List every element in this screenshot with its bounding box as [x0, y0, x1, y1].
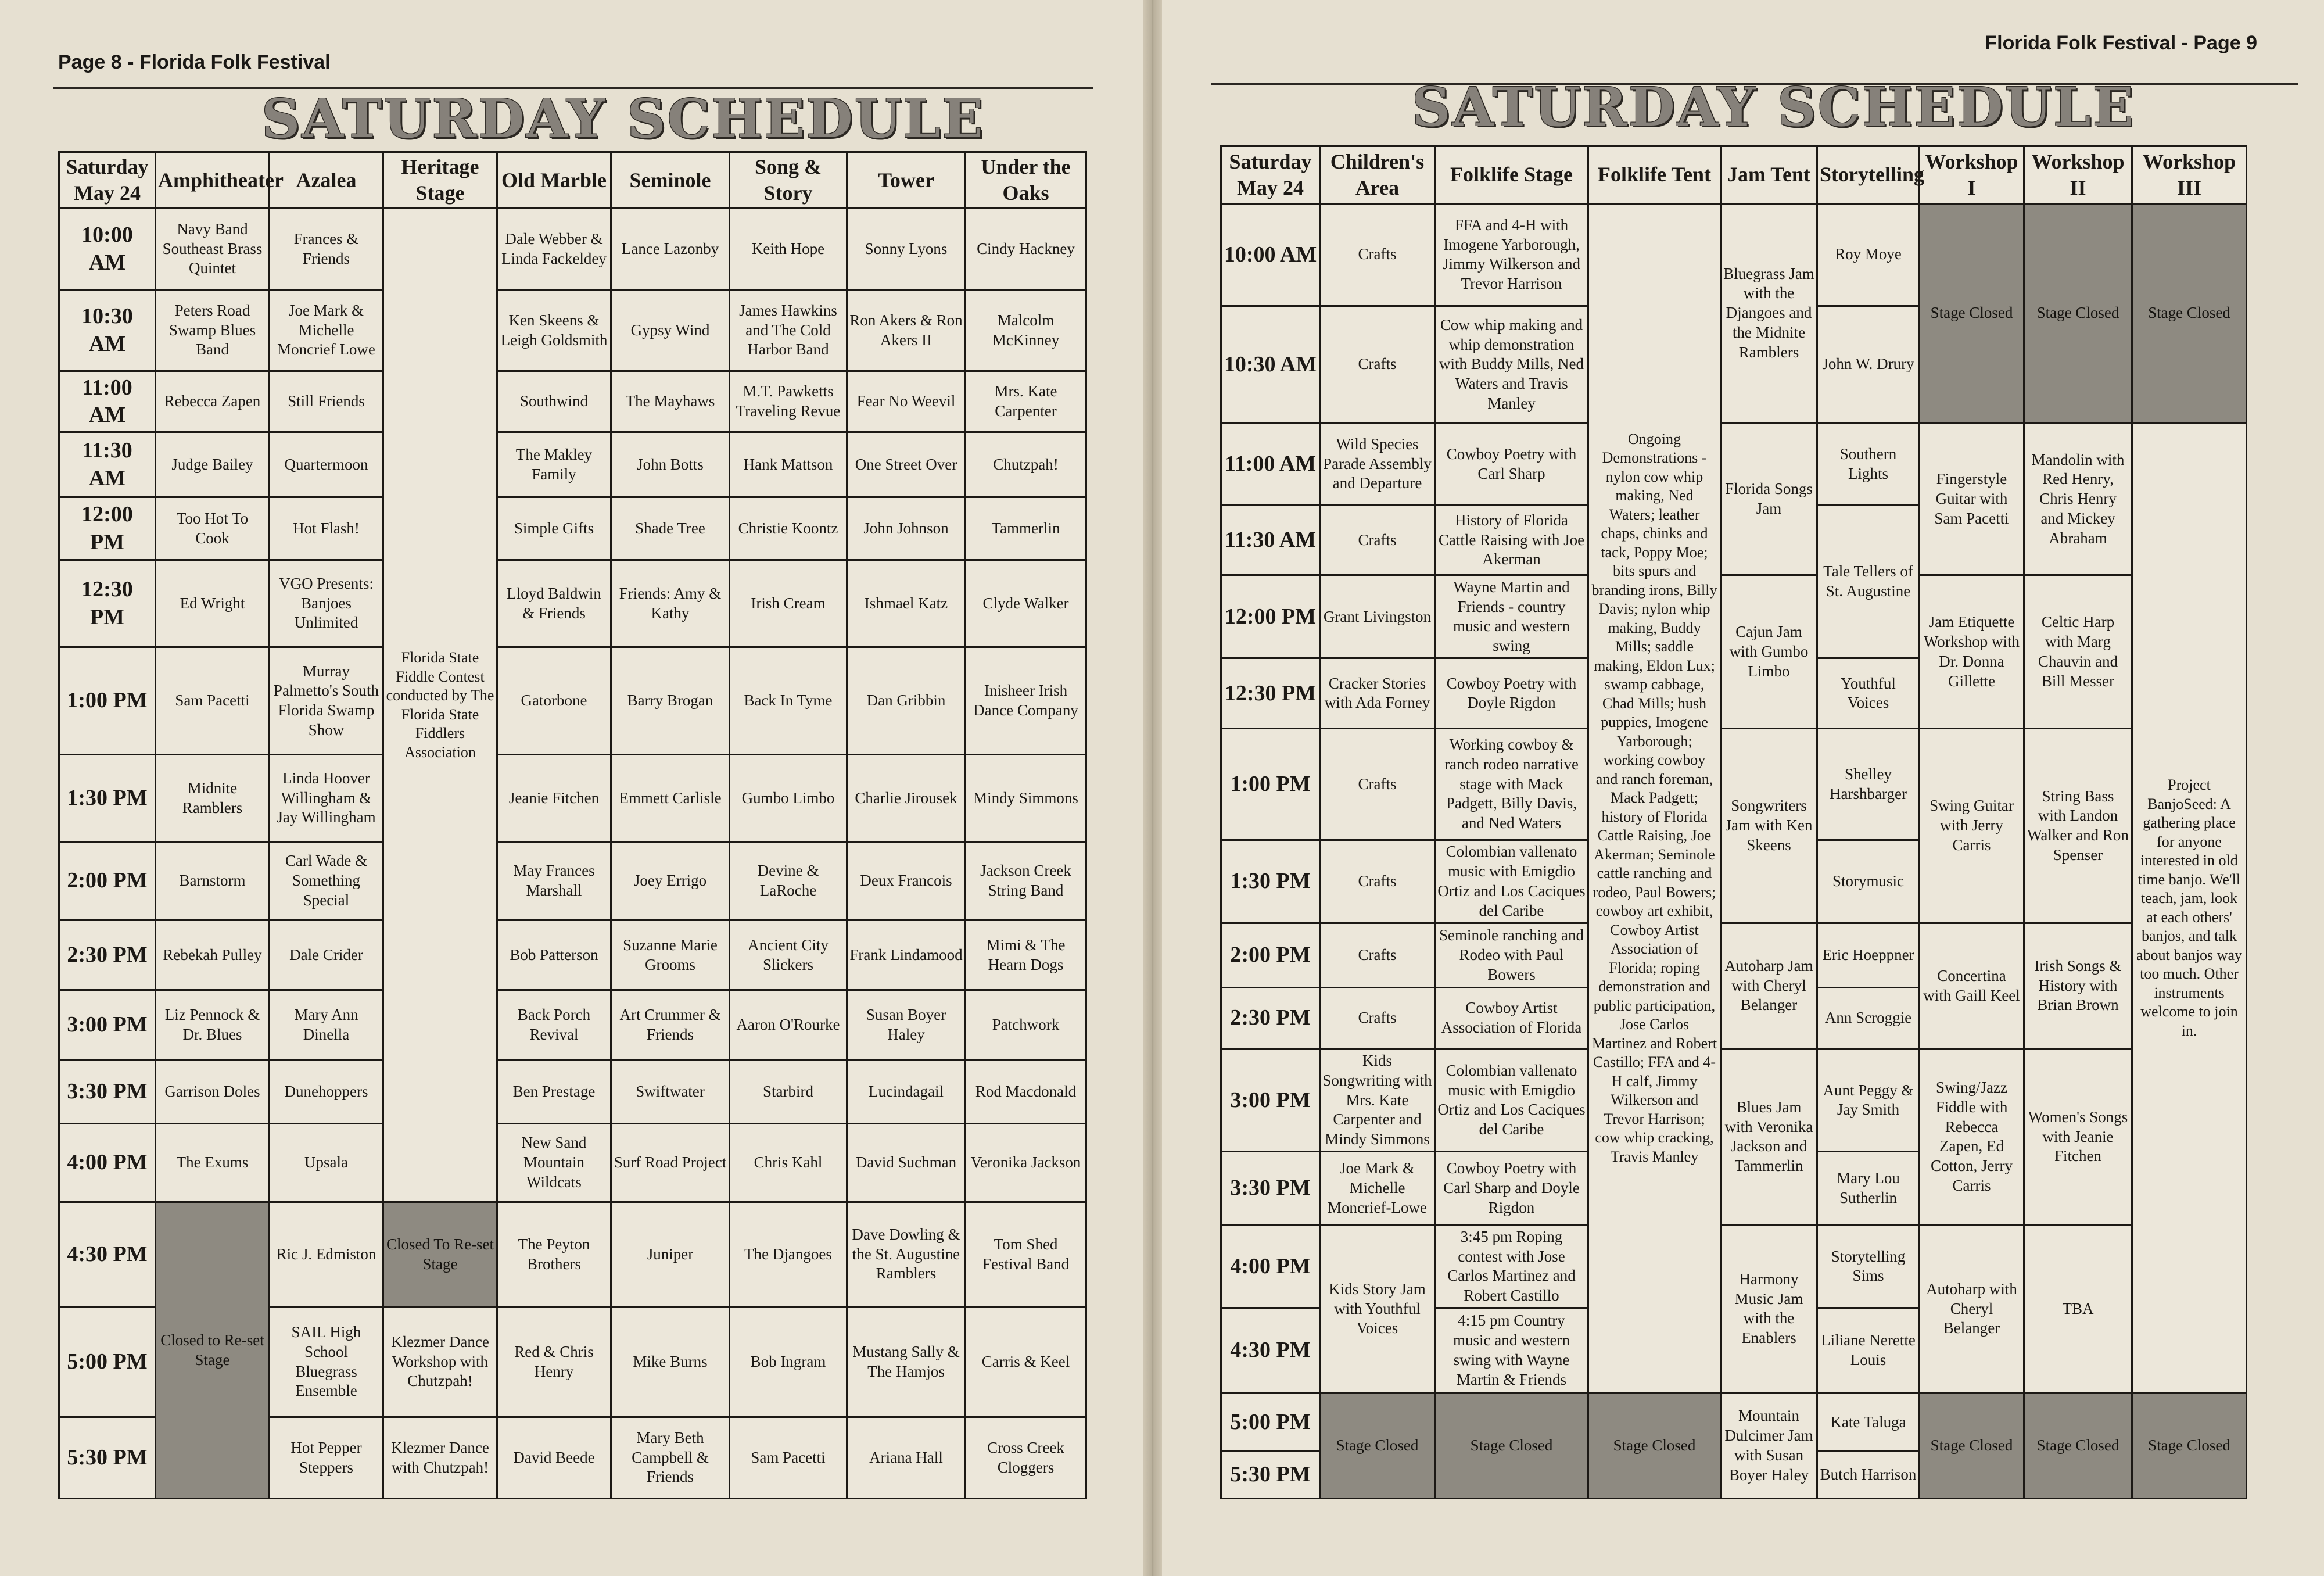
page-gutter [1143, 0, 1162, 1576]
schedule-cell: Women's Songs with Jeanie Fitchen [2024, 1049, 2132, 1225]
schedule-cell: Mindy Simmons [966, 755, 1086, 842]
schedule-cell: Rebekah Pulley [156, 920, 270, 990]
schedule-cell: Ann Scroggie [1817, 987, 1920, 1049]
schedule-cell: Crafts [1320, 505, 1435, 575]
schedule-cell: Crafts [1320, 203, 1435, 306]
schedule-cell: Mimi & The Hearn Dogs [966, 920, 1086, 990]
schedule-cell: Southwind [497, 371, 611, 432]
closed-cell: Stage Closed [1920, 203, 2024, 423]
time-cell: 12:30 PM [59, 560, 156, 647]
schedule-cell: Sam Pacetti [730, 1417, 847, 1499]
time-cell: 4:30 PM [59, 1202, 156, 1307]
schedule-cell: Seminole ranching and Rodeo with Paul Bowers [1435, 923, 1588, 987]
schedule-cell: Inisheer Irish Dance Company [966, 647, 1086, 755]
schedule-cell: Crafts [1320, 840, 1435, 923]
column-header: Azalea [270, 152, 383, 209]
schedule-cell: Barry Brogan [611, 647, 730, 755]
column-header: Saturday May 24 [59, 152, 156, 209]
schedule-cell: May Frances Marshall [497, 842, 611, 920]
schedule-cell: Cow whip making and whip demonstration with Buddy Mills, Ned Waters and Travis Manley [1435, 306, 1588, 423]
closed-cell: Stage Closed [2024, 1393, 2132, 1498]
schedule-cell: Florida Songs Jam [1721, 423, 1817, 575]
time-cell: 12:00 PM [59, 497, 156, 560]
left-page [0, 0, 1143, 1576]
schedule-cell: Wild Species Parade Assembly and Departure [1320, 423, 1435, 505]
schedule-cell: Shade Tree [611, 497, 730, 560]
schedule-cell: Keith Hope [730, 209, 847, 290]
schedule-cell: Chutzpah! [966, 432, 1086, 497]
schedule-cell: Songwriters Jam with Ken Skeens [1721, 729, 1817, 923]
schedule-cell: Ancient City Slickers [730, 920, 847, 990]
page-title: SATURDAY SCHEDULE [1412, 76, 2135, 138]
schedule-cell: Ken Skeens & Leigh Goldsmith [497, 290, 611, 371]
schedule-cell: Juniper [611, 1202, 730, 1307]
schedule-cell: VGO Presents: Banjoes Unlimited [270, 560, 383, 647]
schedule-cell: Fear No Weevil [847, 371, 966, 432]
time-cell: 4:00 PM [59, 1124, 156, 1202]
schedule-cell: Dan Gribbin [847, 647, 966, 755]
schedule-cell: Emmett Carlisle [611, 755, 730, 842]
schedule-table [1220, 145, 2247, 1499]
schedule-cell: Jeanie Fitchen [497, 755, 611, 842]
schedule-cell: Klezmer Dance Workshop with Chutzpah! [383, 1307, 497, 1417]
schedule-cell: Starbird [730, 1060, 847, 1124]
time-cell: 2:30 PM [59, 920, 156, 990]
schedule-cell: Ongoing Demonstrations - nylon cow whip making, Ned Waters; leather chaps, chinks and tack, Poppy Moe; bits spurs and branding irons, Billy Davis; nylon whip making, Buddy Mills; saddle making, Eldon Lux; swamp cabbage, Chad Mills; hush puppies, Imogene Yarborough; working cowboy and ranch foreman, Mack Padgett; history of Florida Cattle Raising, Joe Akerman; Seminole cattle ranching and rodeo, Paul Bowers; cowboy art exhibit, Cowboy Artist Association of Florida; roping demonstration and public participation, Jose Carlos Martinez and Robert Castillo; FFA and 4-H calf, Jimmy Wilkerson and Trevor Harrison; cow whip cracking, Travis Manley [1588, 203, 1721, 1393]
schedule-cell: John Botts [611, 432, 730, 497]
schedule-cell: Gatorbone [497, 647, 611, 755]
schedule-cell: 4:15 pm Country music and western swing with Wayne Martin & Friends [1435, 1308, 1588, 1393]
schedule-cell: Bob Ingram [730, 1307, 847, 1417]
time-cell: 10:00 AM [59, 209, 156, 290]
schedule-cell: Kate Taluga [1817, 1393, 1920, 1452]
schedule-cell: Working cowboy & ranch rodeo narrative stage with Mack Padgett, Billy Davis, and Ned Waters [1435, 729, 1588, 840]
schedule-cell: Art Crummer & Friends [611, 990, 730, 1060]
column-header: Folklife Stage [1435, 146, 1588, 204]
schedule-cell: Liliane Nerette Louis [1817, 1308, 1920, 1393]
schedule-cell: Southern Lights [1817, 423, 1920, 505]
schedule-cell: Kids Story Jam with Youthful Voices [1320, 1225, 1435, 1393]
schedule-cell: 3:45 pm Roping contest with Jose Carlos Martinez and Robert Castillo [1435, 1225, 1588, 1308]
schedule-cell: Surf Road Project [611, 1124, 730, 1202]
schedule-cell: Devine & LaRoche [730, 842, 847, 920]
schedule-cell: Gumbo Limbo [730, 755, 847, 842]
schedule-cell: Bob Patterson [497, 920, 611, 990]
time-cell: 2:30 PM [1221, 987, 1320, 1049]
schedule-cell: Dunehoppers [270, 1060, 383, 1124]
schedule-cell: Dale Webber & Linda Fackeldey [497, 209, 611, 290]
schedule-cell: Charlie Jirousek [847, 755, 966, 842]
schedule-cell: Joe Mark & Michelle Moncrief Lowe [270, 290, 383, 371]
schedule-cell: Susan Boyer Haley [847, 990, 966, 1060]
schedule-cell: Cross Creek Cloggers [966, 1417, 1086, 1499]
schedule-cell: Butch Harrison [1817, 1452, 1920, 1499]
schedule-cell: Crafts [1320, 729, 1435, 840]
column-header: Song & Story [730, 152, 847, 209]
schedule-cell: Tom Shed Festival Band [966, 1202, 1086, 1307]
schedule-cell: M.T. Pawketts Traveling Revue [730, 371, 847, 432]
schedule-cell: Joe Mark & Michelle Moncrief-Lowe [1320, 1152, 1435, 1225]
schedule-cell: Peters Road Swamp Blues Band [156, 290, 270, 371]
schedule-cell: John W. Drury [1817, 306, 1920, 423]
schedule-cell: Grant Livingston [1320, 575, 1435, 658]
schedule-cell: Aaron O'Rourke [730, 990, 847, 1060]
time-cell: 3:30 PM [59, 1060, 156, 1124]
schedule-cell: Carl Wade & Something Special [270, 842, 383, 920]
schedule-cell: Cindy Hackney [966, 209, 1086, 290]
schedule-cell: Cracker Stories with Ada Forney [1320, 658, 1435, 729]
closed-cell: Stage Closed [2024, 203, 2132, 423]
schedule-table [58, 151, 1087, 1499]
schedule-cell: Joey Errigo [611, 842, 730, 920]
time-cell: 3:00 PM [1221, 1049, 1320, 1152]
schedule-cell: James Hawkins and The Cold Harbor Band [730, 290, 847, 371]
time-cell: 1:00 PM [59, 647, 156, 755]
column-header: Under the Oaks [966, 152, 1086, 209]
schedule-cell: Harmony Music Jam with the Enablers [1721, 1225, 1817, 1393]
schedule-cell: Cowboy Poetry with Carl Sharp [1435, 423, 1588, 505]
schedule-cell: Sonny Lyons [847, 209, 966, 290]
schedule-cell: FFA and 4-H with Imogene Yarborough, Jimmy Wilkerson and Trevor Harrison [1435, 203, 1588, 306]
time-cell: 5:30 PM [59, 1417, 156, 1499]
schedule-cell: Tale Tellers of St. Augustine [1817, 505, 1920, 658]
page-title: SATURDAY SCHEDULE [261, 87, 985, 150]
schedule-cell: Ed Wright [156, 560, 270, 647]
schedule-cell: Wayne Martin and Friends - country music and western swing [1435, 575, 1588, 658]
schedule-cell: Quartermoon [270, 432, 383, 497]
schedule-cell: Concertina with Gaill Keel [1920, 923, 2024, 1049]
schedule-cell: Colombian vallenato music with Emigdio Ortiz and Los Caciques del Caribe [1435, 1049, 1588, 1152]
time-cell: 4:00 PM [1221, 1225, 1320, 1308]
schedule-cell: Still Friends [270, 371, 383, 432]
column-header: Children's Area [1320, 146, 1435, 204]
schedule-cell: Storytelling Sims [1817, 1225, 1920, 1308]
schedule-cell: Lloyd Baldwin & Friends [497, 560, 611, 647]
schedule-cell: Hank Mattson [730, 432, 847, 497]
schedule-cell: Rod Macdonald [966, 1060, 1086, 1124]
schedule-cell: Back In Tyme [730, 647, 847, 755]
schedule-cell: Friends: Amy & Kathy [611, 560, 730, 647]
schedule-cell: Eric Hoeppner [1817, 923, 1920, 987]
column-header: Seminole [611, 152, 730, 209]
schedule-cell: Mike Burns [611, 1307, 730, 1417]
schedule-cell: Sam Pacetti [156, 647, 270, 755]
time-cell: 2:00 PM [59, 842, 156, 920]
schedule-cell: Roy Moye [1817, 203, 1920, 306]
schedule-cell: History of Florida Cattle Raising with Joe Akerman [1435, 505, 1588, 575]
schedule-cell: Suzanne Marie Grooms [611, 920, 730, 990]
page-header: Page 8 - Florida Folk Festival [58, 51, 331, 73]
column-header: Storytelling [1817, 146, 1920, 204]
time-cell: 10:30 AM [59, 290, 156, 371]
schedule-cell: Dale Crider [270, 920, 383, 990]
schedule-cell: Garrison Doles [156, 1060, 270, 1124]
column-header: Tower [847, 152, 966, 209]
schedule-cell: Aunt Peggy & Jay Smith [1817, 1049, 1920, 1152]
time-cell: 11:00 AM [59, 371, 156, 432]
schedule-cell: Project BanjoSeed: A gathering place for anyone interested in old time banjo. We'll teach, jam, look at each others' banjos, and talk about banjos way too much. Other instruments welcome to join in. [2132, 423, 2247, 1393]
schedule-cell: Jam Etiquette Workshop with Dr. Donna Gillette [1920, 575, 2024, 729]
time-cell: 3:00 PM [59, 990, 156, 1060]
column-header: Amphitheater [156, 152, 270, 209]
schedule-cell: Clyde Walker [966, 560, 1086, 647]
schedule-cell: Klezmer Dance with Chutzpah! [383, 1417, 497, 1499]
schedule-cell: Mountain Dulcimer Jam with Susan Boyer Haley [1721, 1393, 1817, 1498]
column-header: Workshop II [2024, 146, 2132, 204]
schedule-cell: Mandolin with Red Henry, Chris Henry and Mickey Abraham [2024, 423, 2132, 575]
time-cell: 11:30 AM [1221, 505, 1320, 575]
schedule-cell: Youthful Voices [1817, 658, 1920, 729]
page-header: Florida Folk Festival - Page 9 [1985, 32, 2257, 54]
right-page [1162, 0, 2324, 1576]
schedule-cell: Autoharp with Cheryl Belanger [1920, 1225, 2024, 1393]
schedule-cell: The Djangoes [730, 1202, 847, 1307]
schedule-cell: Autoharp Jam with Cheryl Belanger [1721, 923, 1817, 1049]
time-cell: 12:00 PM [1221, 575, 1320, 658]
closed-cell: Stage Closed [1920, 1393, 2024, 1498]
schedule-cell: David Suchman [847, 1124, 966, 1202]
schedule-cell: Cowboy Poetry with Doyle Rigdon [1435, 658, 1588, 729]
schedule-cell: Liz Pennock & Dr. Blues [156, 990, 270, 1060]
time-cell: 5:00 PM [1221, 1393, 1320, 1452]
schedule-cell: Crafts [1320, 306, 1435, 423]
schedule-cell: Mrs. Kate Carpenter [966, 371, 1086, 432]
time-cell: 3:30 PM [1221, 1152, 1320, 1225]
schedule-cell: Swing Guitar with Jerry Carris [1920, 729, 2024, 923]
closed-cell: Stage Closed [1320, 1393, 1435, 1498]
schedule-cell: Rebecca Zapen [156, 371, 270, 432]
schedule-cell: Storymusic [1817, 840, 1920, 923]
time-cell: 1:30 PM [59, 755, 156, 842]
schedule-cell: Frank Lindamood [847, 920, 966, 990]
column-header: Heritage Stage [383, 152, 497, 209]
schedule-cell: Back Porch Revival [497, 990, 611, 1060]
schedule-cell: Barnstorm [156, 842, 270, 920]
schedule-cell: The Makley Family [497, 432, 611, 497]
schedule-cell: Irish Cream [730, 560, 847, 647]
schedule-cell: Blues Jam with Veronika Jackson and Tammerlin [1721, 1049, 1817, 1225]
schedule-cell: One Street Over [847, 432, 966, 497]
schedule-cell: SAIL High School Bluegrass Ensemble [270, 1307, 383, 1417]
schedule-cell: The Mayhaws [611, 371, 730, 432]
closed-cell: Stage Closed [1588, 1393, 1721, 1498]
column-header: Saturday May 24 [1221, 146, 1320, 204]
schedule-cell: Ric J. Edmiston [270, 1202, 383, 1307]
schedule-cell: Lucindagail [847, 1060, 966, 1124]
column-header: Old Marble [497, 152, 611, 209]
time-cell: 4:30 PM [1221, 1308, 1320, 1393]
schedule-cell: Kids Songwriting with Mrs. Kate Carpenter and Mindy Simmons [1320, 1049, 1435, 1152]
schedule-cell: Upsala [270, 1124, 383, 1202]
schedule-cell: Linda Hoover Willingham & Jay Willingham [270, 755, 383, 842]
schedule-cell: Swing/Jazz Fiddle with Rebecca Zapen, Ed Cotton, Jerry Carris [1920, 1049, 2024, 1225]
column-header: Jam Tent [1721, 146, 1817, 204]
schedule-cell: Ishmael Katz [847, 560, 966, 647]
schedule-cell: Deux Francois [847, 842, 966, 920]
schedule-cell: Hot Pepper Steppers [270, 1417, 383, 1499]
time-cell: 11:30 AM [59, 432, 156, 497]
schedule-cell: Crafts [1320, 923, 1435, 987]
schedule-cell: New Sand Mountain Wildcats [497, 1124, 611, 1202]
time-cell: 2:00 PM [1221, 923, 1320, 987]
schedule-cell: Shelley Harshbarger [1817, 729, 1920, 840]
closed-cell: Stage Closed [1435, 1393, 1588, 1498]
time-cell: 1:00 PM [1221, 729, 1320, 840]
time-cell: 10:00 AM [1221, 203, 1320, 306]
schedule-cell: Ron Akers & Ron Akers II [847, 290, 966, 371]
schedule-cell: Celtic Harp with Marg Chauvin and Bill Messer [2024, 575, 2132, 729]
schedule-cell: Mary Ann Dinella [270, 990, 383, 1060]
schedule-cell: Bluegrass Jam with the Djangoes and the Midnite Ramblers [1721, 203, 1817, 423]
schedule-cell: John Johnson [847, 497, 966, 560]
schedule-cell: Dave Dowling & the St. Augustine Ramblers [847, 1202, 966, 1307]
schedule-cell: Florida State Fiddle Contest conducted by The Florida State Fiddlers Association [383, 209, 497, 1202]
column-header: Workshop III [2132, 146, 2247, 204]
schedule-cell: Cowboy Poetry with Carl Sharp and Doyle Rigdon [1435, 1152, 1588, 1225]
schedule-cell: Veronika Jackson [966, 1124, 1086, 1202]
schedule-cell: Gypsy Wind [611, 290, 730, 371]
closed-cell: Closed To Re-set Stage [383, 1202, 497, 1307]
schedule-cell: Crafts [1320, 987, 1435, 1049]
schedule-cell: Swiftwater [611, 1060, 730, 1124]
schedule-cell: Judge Bailey [156, 432, 270, 497]
schedule-cell: Ben Prestage [497, 1060, 611, 1124]
schedule-cell: Christie Koontz [730, 497, 847, 560]
schedule-cell: Frances & Friends [270, 209, 383, 290]
schedule-cell: Murray Palmetto's South Florida Swamp Show [270, 647, 383, 755]
column-header: Folklife Tent [1588, 146, 1721, 204]
closed-cell: Stage Closed [2132, 1393, 2247, 1498]
schedule-cell: The Exums [156, 1124, 270, 1202]
schedule-cell: Too Hot To Cook [156, 497, 270, 560]
schedule-cell: Chris Kahl [730, 1124, 847, 1202]
time-cell: 12:30 PM [1221, 658, 1320, 729]
schedule-cell: Mustang Sally & The Hamjos [847, 1307, 966, 1417]
schedule-cell: Hot Flash! [270, 497, 383, 560]
time-cell: 10:30 AM [1221, 306, 1320, 423]
schedule-cell: Navy Band Southeast Brass Quintet [156, 209, 270, 290]
schedule-cell: Malcolm McKinney [966, 290, 1086, 371]
schedule-cell: Ariana Hall [847, 1417, 966, 1499]
schedule-cell: Simple Gifts [497, 497, 611, 560]
time-cell: 11:00 AM [1221, 423, 1320, 505]
column-header: Workshop I [1920, 146, 2024, 204]
schedule-cell: Colombian vallenato music with Emigdio Ortiz and Los Caciques del Caribe [1435, 840, 1588, 923]
schedule-cell: TBA [2024, 1225, 2132, 1393]
schedule-cell: Irish Songs & History with Brian Brown [2024, 923, 2132, 1049]
schedule-cell: Lance Lazonby [611, 209, 730, 290]
schedule-cell: Carris & Keel [966, 1307, 1086, 1417]
closed-cell: Stage Closed [2132, 203, 2247, 423]
schedule-cell: Cajun Jam with Gumbo Limbo [1721, 575, 1817, 729]
schedule-cell: Cowboy Artist Association of Florida [1435, 987, 1588, 1049]
schedule-cell: Midnite Ramblers [156, 755, 270, 842]
schedule-cell: Mary Lou Sutherlin [1817, 1152, 1920, 1225]
schedule-cell: Red & Chris Henry [497, 1307, 611, 1417]
schedule-cell: The Peyton Brothers [497, 1202, 611, 1307]
closed-cell: Closed to Re-set Stage [156, 1202, 270, 1499]
time-cell: 5:30 PM [1221, 1452, 1320, 1499]
schedule-cell: Mary Beth Campbell & Friends [611, 1417, 730, 1499]
time-cell: 1:30 PM [1221, 840, 1320, 923]
schedule-cell: Fingerstyle Guitar with Sam Pacetti [1920, 423, 2024, 575]
schedule-cell: Jackson Creek String Band [966, 842, 1086, 920]
schedule-cell: Patchwork [966, 990, 1086, 1060]
schedule-cell: Tammerlin [966, 497, 1086, 560]
schedule-cell: David Beede [497, 1417, 611, 1499]
time-cell: 5:00 PM [59, 1307, 156, 1417]
schedule-cell: String Bass with Landon Walker and Ron Spenser [2024, 729, 2132, 923]
